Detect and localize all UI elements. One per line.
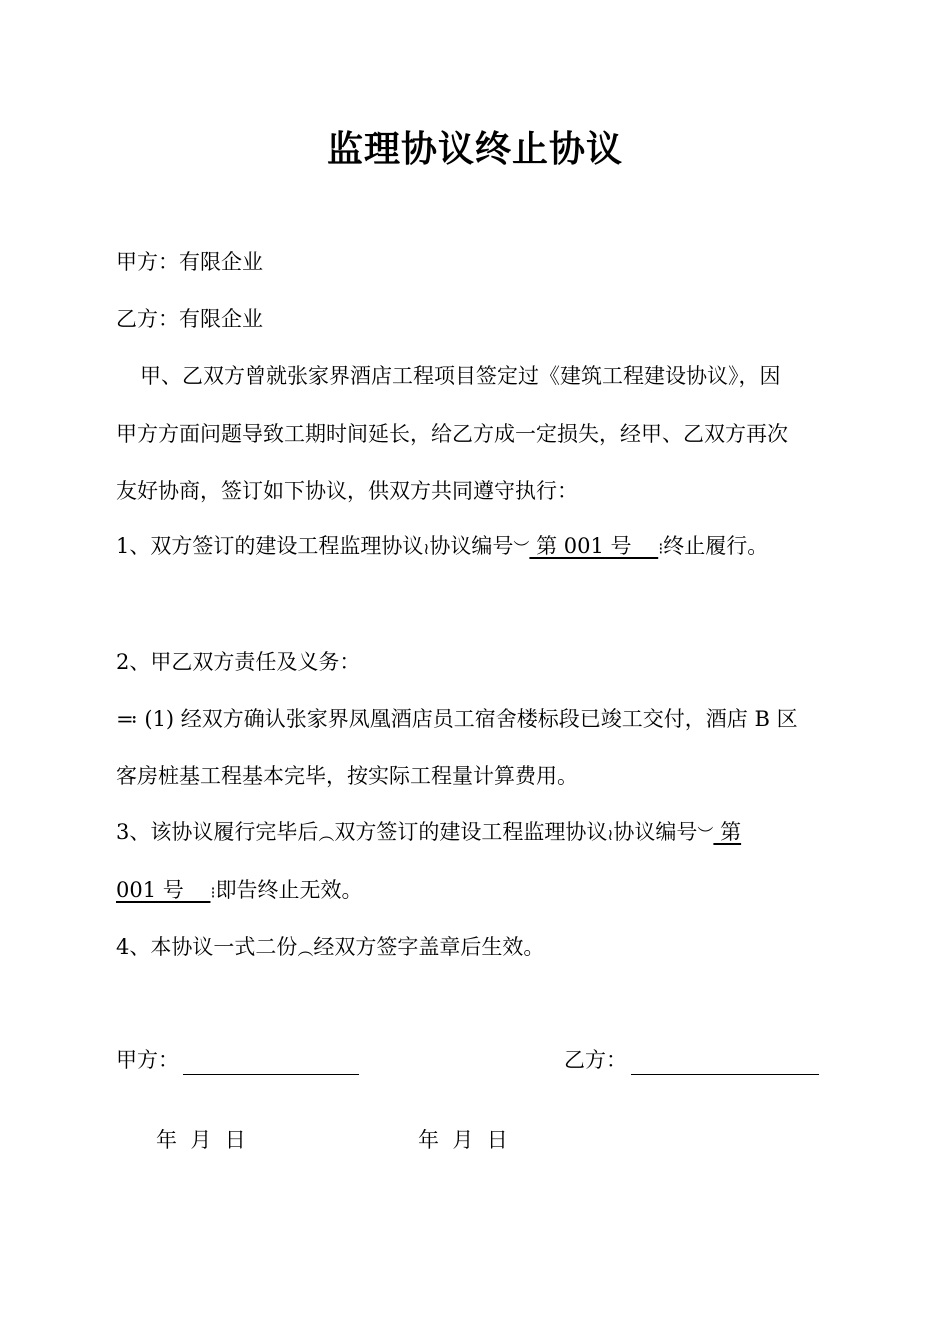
clause-2-item-1: ≕ (1) 经双方确认张家界凤凰酒店员工宿舍楼标段已竣工交付，酒店 B 区: [116, 707, 798, 731]
signature-party-a-label: 甲方：: [116, 1048, 179, 1072]
clause-1: [116, 531, 768, 563]
clause-3-mark-b: ≀: [607, 825, 614, 844]
intro-line-1: 甲、乙双方曾就张家界酒店工程项目签定过《建筑工程建设协议》，因: [140, 364, 781, 388]
document-title: 监理协议终止协议: [326, 128, 623, 170]
intro-line-2: 甲方方面问题导致工期时间延长，给乙方成一定损失，经甲、乙双方再次: [116, 422, 788, 446]
signature-party-b-label: 乙方：: [564, 1048, 627, 1072]
clause-3-cont: [116, 875, 363, 907]
clause-3-mark-a: ︵: [318, 825, 335, 844]
signature-party-a: [116, 1045, 359, 1075]
signature-party-a-blank: [183, 1050, 359, 1075]
party-b-line: 乙方：有限企业: [116, 307, 263, 331]
clause-3-text: 3、该协议履行完毕后: [116, 820, 319, 844]
clause-3-mid-1: 双方签订的建设工程监理协议: [334, 820, 608, 844]
clause-4: [116, 932, 544, 964]
clause-4-text: 4、本协议一式二份: [116, 935, 298, 959]
clause-1-end: 终止履行。: [663, 534, 769, 558]
clause-3: [116, 817, 741, 849]
party-a-line: 甲方：有限企业: [116, 250, 263, 274]
signature-party-b-blank: [631, 1050, 819, 1075]
clause-2-heading: 2、甲乙双方责任及义务：: [116, 650, 361, 674]
date-party-b: 年 月 日: [418, 1128, 508, 1152]
clause-3-mark-d: ⁝: [210, 883, 216, 902]
date-party-a: 年 月 日: [156, 1128, 246, 1152]
clause-1-mark-a: ≀: [423, 539, 430, 558]
clause-3-number-part-2: 001 号: [116, 878, 211, 902]
clause-3-mark-c: ︶: [697, 825, 714, 844]
clause-1-mark-b: ︶: [513, 539, 530, 558]
clause-4-mark: ︵: [297, 940, 314, 959]
clause-1-mid: 协议编号: [429, 534, 514, 558]
clause-1-mark-c: ⁝: [658, 539, 664, 558]
clause-3-number-part-1: 第: [713, 820, 742, 844]
intro-line-3: 友好协商，签订如下协议，供双方共同遵守执行：: [116, 479, 578, 503]
clause-1-text: 1、双方签订的建设工程监理协议: [116, 534, 424, 558]
clause-4-end: 经双方签字盖章后生效。: [313, 935, 545, 959]
clause-3-end: 即告终止无效。: [215, 878, 363, 902]
clause-1-agreement-number: 第 001 号: [529, 534, 659, 558]
clause-3-mid-2: 协议编号: [613, 820, 698, 844]
signature-party-b: [564, 1045, 819, 1075]
clause-2-item-1-cont: 客房桩基工程基本完毕，按实际工程量计算费用。: [116, 764, 578, 788]
